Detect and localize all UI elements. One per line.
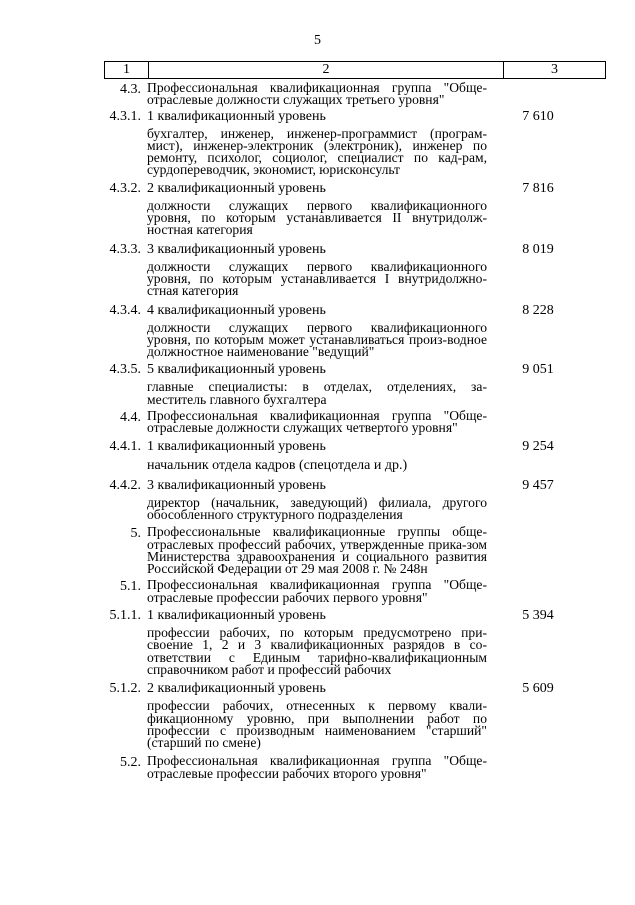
row-number: 4.3.4. [109,302,141,318]
row-number: 4.4.1. [109,438,141,454]
row-number: 4.3.5. [109,362,141,378]
table-body [0,82,635,780]
table-row [0,608,635,623]
row-salary-value: 8 019 [522,241,554,257]
row-description: Профессиональная квалификационная группа "Обще-отраслевые профессии рабочих первого уровня" [147,577,487,605]
row-description: должности служащих первого квалификационного уровня, по которым устанавливается I внутридолжно-стная категория [147,258,487,299]
table-row [0,303,635,318]
row-salary-value: 7 610 [522,108,554,124]
table-row [0,258,635,299]
row-description: 3 квалификационный уровень [147,241,326,257]
row-number: 5.1.1. [109,608,141,624]
row-number: 5. [130,526,141,542]
row-number: 4.3. [120,82,141,97]
table-header [104,61,606,79]
row-description: 1 квалификационный уровень [147,108,326,124]
table-row [0,242,635,257]
table-row [0,478,635,493]
row-number: 4.4. [120,410,141,426]
table-row [0,181,635,196]
row-salary-value: 9 457 [522,477,554,493]
table-row [0,579,635,604]
table-row [0,627,635,676]
table-row [0,197,635,238]
row-description: должности служащих первого квалификационного уровня, по которым может устанавливаться произ-водное должностное наименование "ведущий" [147,319,487,360]
table-row [0,125,635,178]
table-row [0,362,635,377]
table-row [0,700,635,749]
row-number: 4.3.1. [109,108,141,124]
row-salary-value: 7 816 [522,180,554,196]
row-description: профессии рабочих, отнесенных к первому квали-фикационному уровню, при выполнении работ по профессии с производным наименованием "старший" (старший по смене) [147,698,487,751]
row-description: должности служащих первого квалификационного уровня, по которым устанавливается II внутридолж-ностная категория [147,197,487,238]
row-salary-value: 8 228 [522,302,554,318]
table-row [0,458,635,473]
row-description: профессии рабочих, по которым предусмотрено при-своение 1, 2 и 3 квалификационных разрядов в со-ответствии с Единым тарифно-квалификационным справочником работ и профессий рабочих [147,625,487,677]
table-row [0,319,635,360]
row-description: главные специалисты: в отделах, отделениях, за-меститель главного бухгалтера [147,379,487,407]
table-row [0,439,635,454]
table-row [0,755,635,780]
table-row [0,681,635,696]
row-description: 2 квалификационный уровень [147,180,326,196]
row-salary-value: 9 254 [522,438,554,454]
row-description: 1 квалификационный уровень [147,608,326,624]
row-number: 4.4.2. [109,477,141,493]
row-number: 5.1. [120,579,141,595]
row-description: Профессиональная квалификационная группа "Обще-отраслевые должности служащих третьего уровня" [147,80,487,108]
row-salary-value: 9 051 [522,362,554,378]
row-description: 4 квалификационный уровень [147,302,326,318]
row-number: 5.2. [120,755,141,771]
row-salary-value: 5 394 [522,608,554,624]
row-description: бухгалтер, инженер, инженер-программист (програм-мист), инженер-электроник (электроник), инженер по ремонту, психолог, социолог, специалист по кад-рам, сурдопереводчик, экономист, юрисконсульт [147,125,487,178]
header-col-3: 3 [551,62,558,77]
row-number: 5.1.2. [109,681,141,697]
row-description: 5 квалификационный уровень [147,362,326,378]
row-description: Профессиональная квалификационная группа "Обще-отраслевые должности служащих четвертого уровня" [147,408,487,436]
table-row [0,109,635,124]
table-row [0,494,635,522]
row-number: 4.3.2. [109,180,141,196]
table-row [0,381,635,406]
row-description: 3 квалификационный уровень [147,477,326,493]
row-description: директор (начальник, заведующий) филиала, другого обособленного структурного подразделения [147,494,487,522]
row-description: Профессиональная квалификационная группа "Обще-отраслевые профессии рабочих второго уровня" [147,753,487,781]
header-col-2: 2 [149,62,504,78]
row-number: 4.3.3. [109,241,141,257]
row-description: 2 квалификационный уровень [147,681,326,697]
page-number: 5 [314,33,321,48]
row-description: начальник отдела кадров (спецотдела и др.) [147,457,408,473]
row-description: 1 квалификационный уровень [147,438,326,454]
table-row [0,526,635,575]
table-row [0,82,635,107]
row-description: Профессиональные квалификационные группы обще-отраслевых профессий рабочих, утвержденные прика-зом Министерства здравоохранения и социального развития Российской Федерации от 29 мая 2008 г. № 248н [147,524,487,577]
row-salary-value: 5 609 [522,681,554,697]
table-row [0,410,635,435]
header-col-1: 1 [105,62,149,78]
